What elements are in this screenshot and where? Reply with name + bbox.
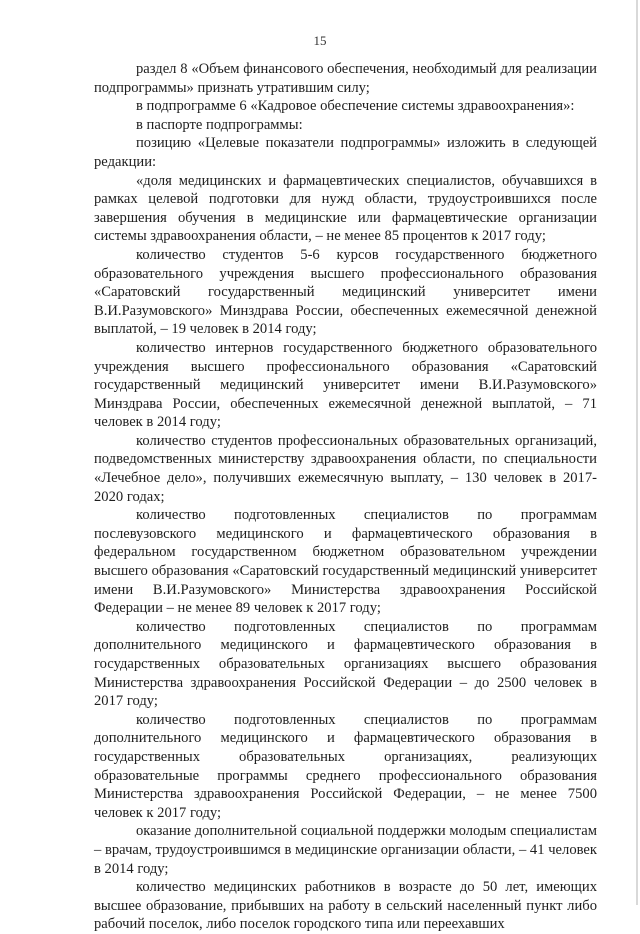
paragraph: количество медицинских работников в возрасте до 50 лет, имеющих высшее образование, прибывших на работу в сельский населенный пункт либо рабочий поселок, либо поселок городского типа или переехавших bbox=[94, 879, 597, 933]
document-body bbox=[94, 60, 597, 934]
paragraph: раздел 8 «Объем финансового обеспечения, необходимый для реализации подпрограммы» признать утратившим силу; bbox=[94, 61, 597, 96]
scan-edge bbox=[636, 0, 638, 905]
paragraph: количество интернов государственного бюджетного образовательного учреждения высшего профессионального образования «Саратовский государственный медицинский университет имени В.И.Разумовского» Минздрава России, обеспеченных ежемесячной денежной выплатой, – 71 человек в 2014 году; bbox=[94, 339, 597, 431]
paragraph: оказание дополнительной социальной поддержки молодым специалистам – врачам, трудоустроившимся в медицинские организации области, – 41 человек в 2014 году; bbox=[94, 823, 597, 877]
paragraph: количество подготовленных специалистов по программам дополнительного медицинского и фармацевтического образования в государственных образовательных организациях высшего образования Министерства здравоохранения Российской Федерации – до 2500 человек в 2017 году; bbox=[94, 618, 597, 710]
paragraph: «доля медицинских и фармацевтических специалистов, обучавшихся в рамках целевой подготовки для нужд области, трудоустроившихся после завершения обучения в медицинские или фармацевтические организации системы здравоохранения области, – не менее 85 процентов к 2017 году; bbox=[94, 172, 597, 245]
paragraph: позицию «Целевые показатели подпрограммы» изложить в следующей редакции: bbox=[94, 135, 597, 170]
page-number: 15 bbox=[313, 33, 327, 48]
paragraph: в подпрограмме 6 «Кадровое обеспечение системы здравоохранения»: bbox=[136, 98, 575, 115]
paragraph: в паспорте подпрограммы: bbox=[136, 116, 303, 133]
paragraph: количество студентов профессиональных образовательных организаций, подведомственных министерству здравоохранения области, по специальности «Лечебное дело», получивших ежемесячную выплату, – 130 человек в 2017-2020 годах; bbox=[94, 432, 597, 505]
paragraph: количество подготовленных специалистов по программам послевузовского медицинского и фармацевтического образования в федеральном государственном бюджетном образовательном учреждении высшего образования «Саратовский государственный медицинский университет имени В.И.Разумовского» Министерства здравоохранения Российской Федерации – не менее 89 человек к 2017 году; bbox=[94, 507, 597, 617]
paragraph: количество студентов 5-6 курсов государственного бюджетного образовательного учреждения высшего профессионального образования «Саратовский государственный медицинский университет имени В.И.Разумовского» Минздрава России, обеспеченных ежемесячной денежной выплатой, – 19 человек в 2014 году; bbox=[94, 246, 597, 338]
paragraph: количество подготовленных специалистов по программам дополнительного медицинского и фармацевтического образования в государственных образовательных организациях, реализующих образовательные программы среднего профессионального образования Министерства здравоохранения Российской Федерации, – не менее 7500 человек к 2017 году; bbox=[94, 711, 597, 821]
